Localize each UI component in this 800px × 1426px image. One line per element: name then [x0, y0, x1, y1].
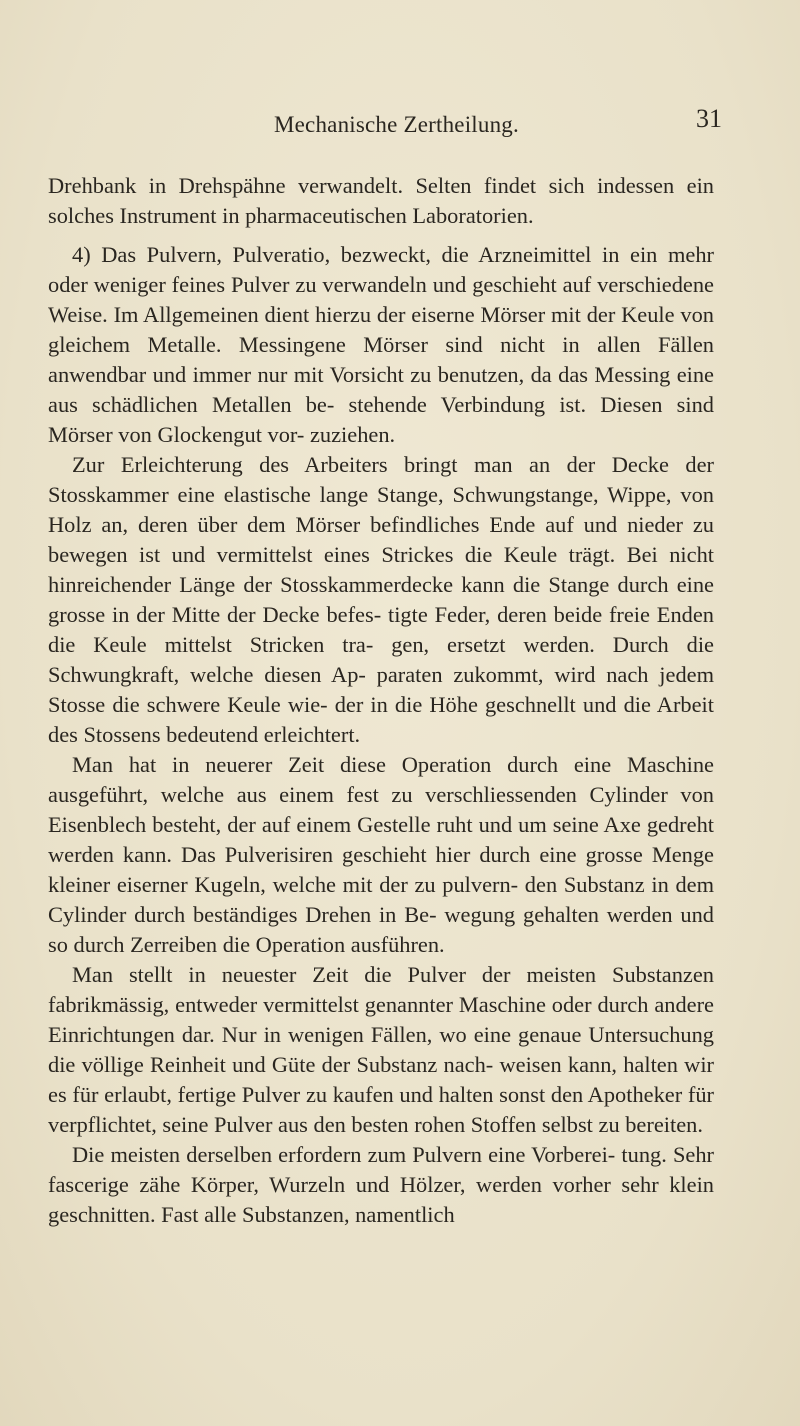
paragraph: Die meisten derselben erfordern zum Pulvern eine Vorberei- tung. Sehr fascerige zähe Körper, Wurzeln und Hölzer, werden vorher sehr klein geschnitten. Fast alle Substanzen, namentlich: [48, 1142, 714, 1227]
paragraph: Man hat in neuerer Zeit diese Operation durch eine Maschine ausgeführt, welche aus einem fest zu verschliessenden Cylinder von Eisenblech besteht, der auf einem Gestelle ruht und um seine Axe gedreht werden kann. Das Pulverisiren geschieht hier durch eine grosse Menge kleiner eiserner Kugeln, welche mit der zu pulvern- den Substanz in dem Cylinder durch beständiges Drehen in Be- wegung gehalten werden und so durch Zerreiben die Operation ausführen.: [48, 752, 714, 957]
running-head: Mechanische Zertheilung.: [274, 112, 519, 137]
paragraph: Drehbank in Drehspähne verwandelt. Selten findet sich indessen ein solches Instrument in pharmaceutischen Laboratorien.: [48, 173, 714, 228]
body-text: [48, 171, 714, 1230]
paragraph: Man stellt in neuester Zeit die Pulver der meisten Substanzen fabrikmässig, entweder vermittelst genannter Maschine oder durch andere Einrichtungen dar. Nur in wenigen Fällen, wo eine genaue Untersuchung die völlige Reinheit und Güte der Substanz nach- weisen kann, halten wir es für erlaubt, fertige Pulver zu kaufen und halten sonst den Apotheker für verpflichtet, seine Pulver aus den besten rohen Stoffen selbst zu bereiten.: [48, 962, 714, 1137]
page-header: [0, 104, 800, 152]
page-number: 31: [696, 104, 722, 133]
paragraph: Zur Erleichterung des Arbeiters bringt man an der Decke der Stosskammer eine elastische lange Stange, Schwungstange, Wippe, von Holz an, deren über dem Mörser befindliches Ende auf und nieder zu bewegen ist und vermittelst eines Strickes die Keule trägt. Bei nicht hinreichender Länge der Stosskammerdecke kann die Stange durch eine grosse in der Mitte der Decke befes- tigte Feder, deren beide freie Enden die Keule mittelst Stricken tra- gen, ersetzt werden. Durch die Schwungkraft, welche diesen Ap- paraten zukommt, wird nach jedem Stosse die schwere Keule wie- der in die Höhe geschnellt und die Arbeit des Stossens bedeutend erleichtert.: [48, 452, 714, 747]
paragraph: 4) Das Pulvern, Pulveratio, bezweckt, die Arzneimittel in ein mehr oder weniger feines Pulver zu verwandeln und geschieht auf verschiedene Weise. Im Allgemeinen dient hierzu der eiserne Mörser mit der Keule von gleichem Metalle. Messingene Mörser sind nicht in allen Fällen anwendbar und immer nur mit Vorsicht zu benutzen, da das Messing eine aus schädlichen Metallen be- stehende Verbindung ist. Diesen sind Mörser von Glockengut vor- zuziehen.: [48, 242, 714, 447]
